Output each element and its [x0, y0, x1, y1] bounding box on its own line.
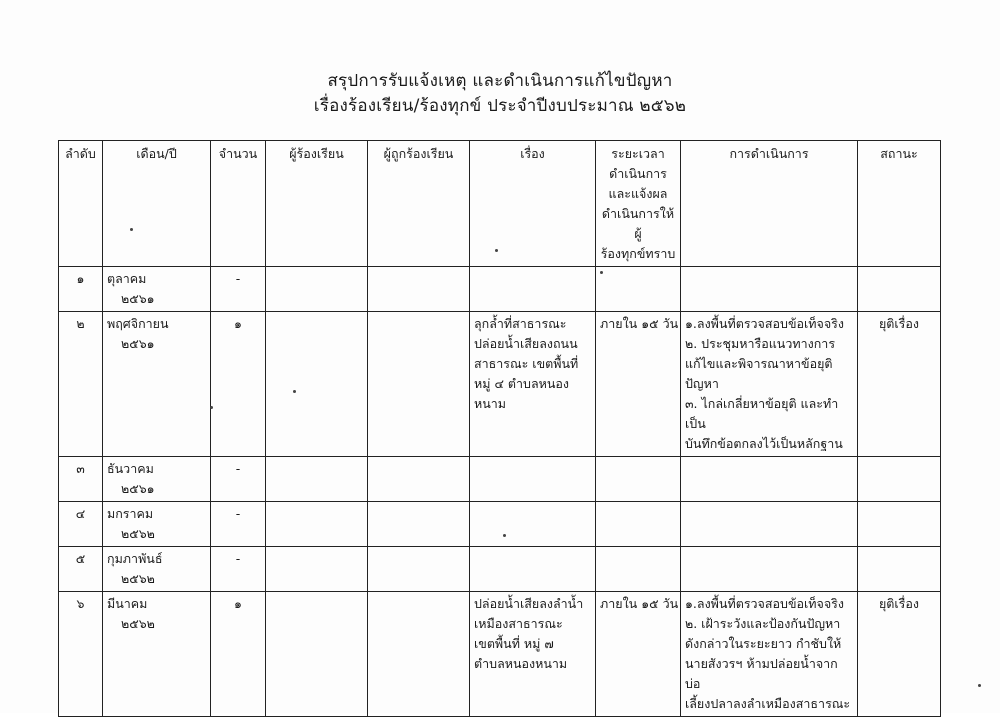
cell-month-year — [103, 457, 211, 502]
cell-complainant — [266, 592, 368, 717]
cell-duration — [596, 547, 681, 592]
action-line: บันทึกข้อตกลงไว้เป็นหลักฐาน — [685, 436, 843, 451]
cell-month: กุมภาพันธ์ — [107, 551, 163, 566]
scan-speck — [978, 684, 981, 687]
cell-status — [858, 547, 941, 592]
table-row — [59, 457, 941, 502]
cell-duration — [596, 502, 681, 547]
cell-status — [858, 267, 941, 312]
action-line: แก้ไขและพิจารณาหาข้อยุติ — [685, 356, 833, 371]
scan-speck — [503, 534, 506, 537]
cell-year: ๒๕๖๑ — [121, 481, 155, 496]
action-line: เลี้ยงปลาลงลำเหมืองสาธารณะ — [685, 696, 851, 711]
table-row — [59, 592, 941, 717]
cell-complainant — [266, 312, 368, 457]
header-month-year: เดือน/ปี — [103, 141, 211, 267]
cell-respondent — [368, 502, 470, 547]
header-action: การดำเนินการ — [681, 141, 858, 267]
cell-subject — [470, 312, 596, 457]
document-title-line1: สรุปการรับแจ้งเหตุ และดำเนินการแก้ไขปัญหา — [327, 71, 673, 91]
cell-respondent — [368, 267, 470, 312]
header-duration-line: และแจ้งผล — [608, 186, 668, 201]
cell-count: - — [211, 547, 266, 592]
cell-year: ๒๕๖๑ — [121, 291, 155, 306]
cell-month-year — [103, 592, 211, 717]
action-line: นายสังวรฯ ห้ามปล่อยน้ำจากบ่อ — [685, 656, 838, 691]
cell-status: ยุติเรื่อง — [858, 312, 941, 457]
action-line: ๒. เฝ้าระวังและป้องกันปัญหา — [685, 616, 841, 631]
cell-duration — [596, 457, 681, 502]
complaint-summary-table — [58, 140, 941, 717]
subject-line: ลุกล้ำที่สาธารณะ — [474, 316, 567, 331]
header-duration-line: ดำเนินการให้ผู้ — [601, 206, 675, 241]
cell-count: - — [211, 502, 266, 547]
table-row — [59, 502, 941, 547]
cell-respondent — [368, 547, 470, 592]
cell-no: ๔ — [59, 502, 103, 547]
cell-subject — [470, 592, 596, 717]
action-line: ปัญหา — [685, 376, 719, 391]
cell-subject — [470, 502, 596, 547]
table-row — [59, 547, 941, 592]
scan-speck — [600, 271, 603, 274]
subject-line: ปล่อยน้ำเสียลงลำน้ำ — [474, 596, 584, 611]
header-subject: เรื่อง — [470, 141, 596, 267]
cell-no: ๒ — [59, 312, 103, 457]
cell-respondent — [368, 457, 470, 502]
cell-status: ยุติเรื่อง — [858, 592, 941, 717]
cell-month-year — [103, 547, 211, 592]
action-line: ๑.ลงพื้นที่ตรวจสอบข้อเท็จจริง — [685, 596, 844, 611]
cell-duration: ภายใน ๑๕ วัน — [596, 312, 681, 457]
subject-line: หนาม — [474, 396, 507, 411]
cell-duration: ภายใน ๑๕ วัน — [596, 592, 681, 717]
scan-speck — [210, 406, 213, 409]
table-header-row — [59, 141, 941, 267]
cell-month: ธันวาคม — [107, 461, 154, 476]
cell-complainant — [266, 457, 368, 502]
header-no: ลำดับ — [59, 141, 103, 267]
cell-respondent — [368, 592, 470, 717]
cell-count: - — [211, 457, 266, 502]
action-line: ๑.ลงพื้นที่ตรวจสอบข้อเท็จจริง — [685, 316, 844, 331]
subject-line: สาธารณะ เขตพื้นที่ — [474, 356, 579, 371]
action-line: ๒. ประชุมหารือแนวทางการ — [685, 336, 836, 351]
header-respondent: ผู้ถูกร้องเรียน — [368, 141, 470, 267]
cell-action — [681, 457, 858, 502]
cell-action — [681, 547, 858, 592]
cell-month: มีนาคม — [107, 596, 148, 611]
header-duration-line: ดำเนินการ — [609, 166, 667, 181]
cell-status — [858, 502, 941, 547]
document-title-line2: เรื่องร้องเรียน/ร้องทุกข์ ประจำปีงบประมาณ ๒๕๖๒ — [313, 96, 687, 116]
cell-action — [681, 312, 858, 457]
header-status: สถานะ — [858, 141, 941, 267]
header-complainant: ผู้ร้องเรียน — [266, 141, 368, 267]
cell-action — [681, 267, 858, 312]
header-duration — [596, 141, 681, 267]
action-line: ดังกล่าวในระยะยาว กำชับให้ — [685, 636, 842, 651]
cell-month: ตุลาคม — [107, 271, 147, 286]
scan-speck — [495, 249, 498, 252]
cell-respondent — [368, 312, 470, 457]
header-count: จำนวน — [211, 141, 266, 267]
cell-count: ๑ — [211, 312, 266, 457]
cell-month: พฤศจิกายน — [107, 316, 169, 331]
subject-line: เขตพื้นที่ หมู่ ๗ — [474, 636, 554, 651]
cell-month: มกราคม — [107, 506, 154, 521]
cell-status — [858, 457, 941, 502]
cell-month-year — [103, 312, 211, 457]
scan-speck — [130, 228, 133, 231]
cell-complainant — [266, 502, 368, 547]
cell-subject — [470, 267, 596, 312]
cell-year: ๒๕๖๒ — [121, 526, 155, 541]
cell-no: ๓ — [59, 457, 103, 502]
cell-year: ๒๕๖๒ — [121, 571, 155, 586]
cell-action — [681, 592, 858, 717]
cell-subject — [470, 547, 596, 592]
header-duration-line: ระยะเวลา — [611, 146, 665, 161]
cell-count: - — [211, 267, 266, 312]
cell-month-year — [103, 502, 211, 547]
header-duration-line: ร้องทุกข์ทราบ — [600, 246, 676, 261]
subject-line: หมู่ ๔ ตำบลหนอง — [474, 376, 570, 391]
cell-action — [681, 502, 858, 547]
cell-duration — [596, 267, 681, 312]
cell-month-year — [103, 267, 211, 312]
cell-subject — [470, 457, 596, 502]
cell-count: ๑ — [211, 592, 266, 717]
subject-line: ปล่อยน้ำเสียลงถนน — [474, 336, 578, 351]
cell-year: ๒๕๖๑ — [121, 336, 155, 351]
table-row — [59, 312, 941, 457]
cell-complainant — [266, 267, 368, 312]
scan-speck — [293, 390, 296, 393]
cell-no: ๖ — [59, 592, 103, 717]
cell-no: ๑ — [59, 267, 103, 312]
action-line: ๓. ไกล่เกลี่ยหาข้อยุติ และทำเป็น — [685, 396, 839, 431]
subject-line: เหมืองสาธารณะ — [474, 616, 563, 631]
cell-no: ๕ — [59, 547, 103, 592]
table-row — [59, 267, 941, 312]
cell-complainant — [266, 547, 368, 592]
cell-year: ๒๕๖๒ — [121, 616, 155, 631]
subject-line: ตำบลหนองหนาม — [474, 656, 568, 671]
